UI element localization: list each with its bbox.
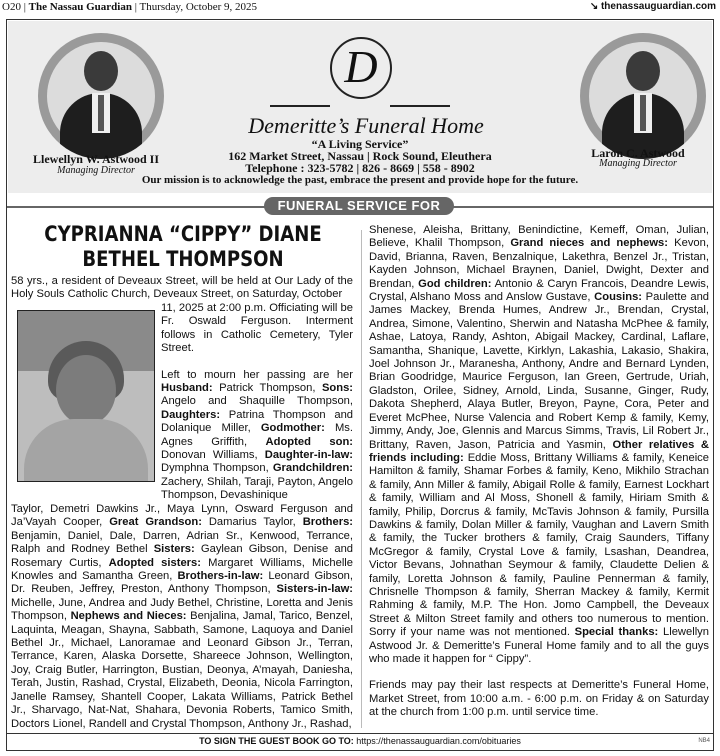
intro-wrap: 11, 2025 at 2:00 p.m. Officiating will be Fr. Oswald Ferguson. Interment follows in Catholic Cemetery, Tyler Street. bbox=[161, 302, 353, 355]
funeral-home-telephone: Telephone : 323-5782 | 826 - 8669 | 558 - 8902 bbox=[245, 161, 475, 175]
column-divider bbox=[361, 230, 362, 728]
obituary-right-column: Shenese, Aleisha, Brittany, Benindictine, Kemeff, Oman, Julian, Believe, Khalil Thompson, Grand nieces and nephews: Kevon, David, Brianna, Raven, Benzalnique, Lakethra, Benzel Jr., Tristan, Kayden Johnson, Michael Braynen, Daniel, Dwight, Dexter and Brendan, God children: Antonio & Caryn Francois, Deandre Lewis, Crystal, Alshano Moss and Anslow Gustave, Cousins: Paulette and James Mackey, Brenda Humes, Andrew Jr., Brendan, Crystal, Andrea, Simone, Valentino, Sherwin and Natasha McPhee & family, Ashae, Latoya, Randy, Ashton, Abigail Mackey, Cardinal, Laflare, Samantha, Shanique, Lavette, Kirklyn, Lakashia, Lakasio, Shakira, Joel Johnson Jr., Maranesha, Anthony, Andre and Bernard Lynden, Brian Goodridge, Maurice Ferguson, Ian Green, Gertrude, Uriah, Gladston, Orilee, Sidney, Arnold, Linda, Susanne, Ginger, Rudy, Dakota Shepherd, Alaya Butler, Breyon, Payne, Cora, Peter and Everet McPhee, Nurse Valencia and Robert Kemp & family, Kemy, Jimmy, Andy, Joe, Glennis and Marcus Simms, Travis, Lil Robert Jr., Brittany, Raven, Jason, Patricia and Yasmin, Other relatives & friends including: Eddie Moss, Brittany Williams & family, Keneice Hamilton & family, Shamar Forbes & family, Keno, Mikhilo Strachan & family, Ann Miller & family, Abigail Rolle & family, Earnest Lockhart & family, William and Al Moss, Shonell & family, Hiriam Smith & family, Philip, Dorcrus & family, McTavis Johnson & family, Pursilla Dawkins & family, Dolan Miller & family, Vaughan and Lavern Smith & family, the Tucker brothers & family, Craig Saunders, Tiffany McGregor & family, Crystal Love & family, Lsashan, Deandrea, Victor Bevans, Johnathan Seymour & family, Claudette Delien & family, Loretta Johnson & family, Pauline Pennerman & family, Chrisnelle Thompson & family, Sherran Mackey & family, Kermit Rahming & family, M.P. The Hon. Jomo Campbell, the Deveaux Street & Milton Street family and others too numerous to mention. Sorry if your name was not mentioned. Special thanks: Llewellyn Astwood Jr. & Demeritte’s Funeral Home family and to all the guys who made it happen for “ Cippy”. Friends may pay their last respects at Demeritte’s Funeral Home, Market Street, from 10:00 a.m. - 6:00 p.m. on Friday & on Saturday at the church from 1:00 p.m. until service time. bbox=[369, 224, 710, 719]
page-number: O20 bbox=[2, 1, 21, 13]
director-right-role: Managing Director bbox=[599, 158, 677, 169]
intro-text: 58 yrs., a resident of Deveaux Street, will be held at Our Lady of the Holy Souls Catholic Church, Deveaux Street, on Saturday, October bbox=[11, 275, 353, 301]
footer-rule bbox=[7, 733, 713, 734]
funeral-home-logo: D bbox=[330, 37, 392, 99]
deceased-name-line1: CYPRIANNA “CIPPY” DIANE bbox=[44, 222, 322, 246]
mission-statement: Our mission is to acknowledge the past, embrace the present and provide hope for the future. bbox=[141, 174, 579, 186]
guest-book-link[interactable]: https://thenassauguardian.com/obituaries bbox=[356, 736, 521, 746]
masthead bbox=[0, 0, 720, 14]
director-left-role: Managing Director bbox=[57, 165, 135, 176]
guest-book-label: TO SIGN THE GUEST BOOK GO TO: bbox=[199, 736, 354, 746]
obituary-left-column: Taylor, Demetri Dawkins Jr., Maya Lynn, Osward Ferguson and Ja’Vayah Cooper, Great Grandson: Damarius Taylor, Brothers: Benjamin, Daniel, Dale, Darren, Adrian Sr., Kenwood, Terrance, Ralph and Rodney Bethel Sisters: Gaylean Gibson, Denise and Rosemary Curtis, Adopted sisters: Margaret Williams, Michelle Knowles and Samantha Green, Brothers-in-law: Leonard Gibson, Dr. Reuben, Jeffrey, Preston, Anthony Thompson, Sisters-in-law: Michelle, June, Andrea and Judy Bethel, Christine, Loretta and Jenis Thompson, Nephews and Nieces: Benjalina, Jamal, Tarico, Benzel, Laquinta, Meagan, Shayna, Sabbath, Samone, Laquoya and Daniel Bethel Jr., Michael, Lanoramae and Leonard Gibson Jr., Terran, Terrance, Karen, Alaska Dorsette, Shareece Johnson, Wellington, Joy, Craig Butler, Harrington, Bustian, Deonya, A’mayah, Daniesha, Terah, Justin, Rashad, Crystal, Elizabeth, Deonia, Nicola Farrington, Janelle Ramsey, Shantell Cooper, Lakata Williams, Patrick Bethel Jr., Sharvago, Nat-Nat, Shahara, Devonia Roberts, Tamico Smith, Doctors Lionel, Randell and Crystal Thompson, Anthony Jr., Rashad, bbox=[11, 503, 354, 730]
site-link[interactable]: ↘ thenassauguardian.com bbox=[589, 1, 716, 12]
funeral-home-header bbox=[8, 21, 712, 193]
issue-date: Thursday, October 9, 2025 bbox=[139, 1, 257, 13]
viewing-info: Friends may pay their last respects at Demeritte’s Funeral Home, Market Street, from 10:00 a.m. - 6:00 p.m. on Friday & on Saturday at the church from 1:00 p.m. until service time. bbox=[369, 679, 709, 719]
director-right-portrait bbox=[580, 33, 706, 159]
obituary-beside-photo bbox=[161, 302, 353, 503]
director-left-name: Llewellyn W. Astwood II bbox=[32, 152, 160, 166]
ad-code: NB4 bbox=[698, 738, 710, 744]
director-right-name: Laron C. Astwood bbox=[591, 146, 685, 160]
funeral-home-name: Demeritte’s Funeral Home bbox=[248, 113, 484, 138]
obituary-ad bbox=[6, 19, 714, 751]
deceased-name bbox=[37, 222, 329, 272]
service-banner: FUNERAL SERVICE FOR bbox=[264, 197, 454, 215]
director-left-portrait bbox=[38, 33, 164, 159]
paper-name: The Nassau Guardian bbox=[28, 1, 132, 13]
deceased-name-line2: BETHEL THOMPSON bbox=[82, 247, 284, 271]
guest-book-footer bbox=[7, 735, 713, 747]
masthead-left: O20 | The Nassau Guardian | Thursday, October 9, 2025 bbox=[2, 1, 257, 13]
obituary-intro bbox=[11, 275, 353, 302]
survivors-start: Left to mourn her passing are her Husband: Patrick Thompson, Sons: Angelo and Shaquille Thompson, Daughters: Patrina Thompson and Dolanique Miller, Godmother: Ms. Agnes Griffith, Adopted son: Donovan Williams, Daughter-in-law: Dymphna Thompson, Grandchildren: Zachery, Shilah, Taraji, Payton, Angelo Thompson, Devashinique bbox=[161, 368, 354, 502]
deceased-photo bbox=[17, 310, 155, 482]
funeral-home-tagline: “A Living Service” bbox=[311, 137, 409, 151]
funeral-home-address: 162 Market Street, Nassau | Rock Sound, Eleuthera bbox=[228, 149, 492, 163]
ornament-right bbox=[390, 105, 450, 107]
ornament-left bbox=[270, 105, 330, 107]
